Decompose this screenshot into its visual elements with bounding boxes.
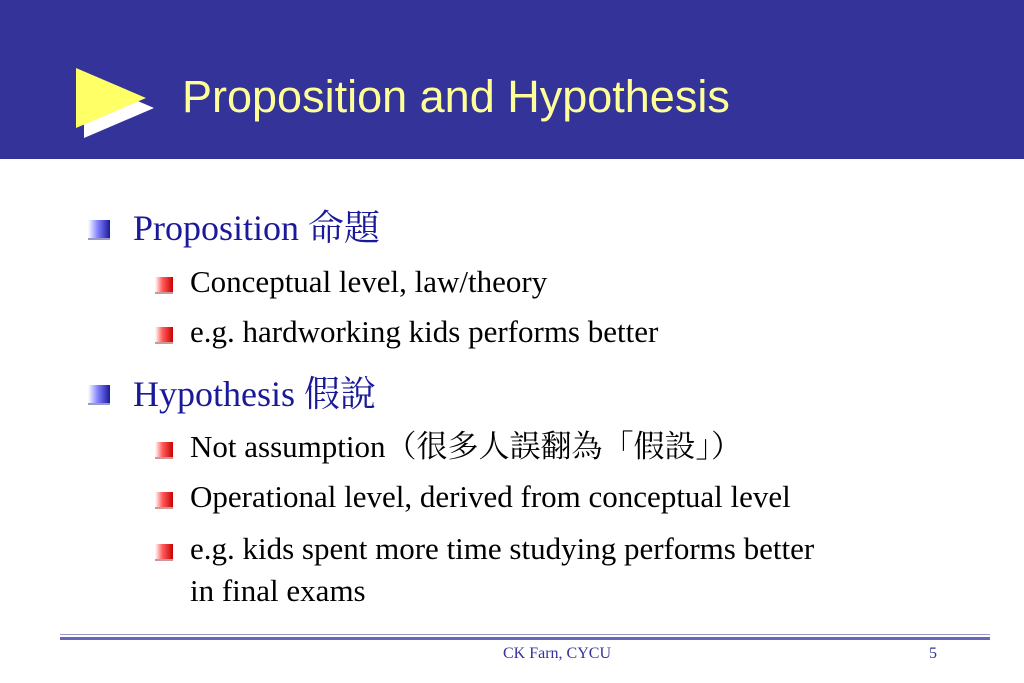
bullet-square-icon (88, 385, 110, 405)
bullet-square-icon (155, 327, 173, 344)
list-item: e.g. kids spent more time studying performs better (190, 531, 815, 566)
footer-author: CK Farn, CYCU (503, 645, 612, 662)
list-item: Conceptual level, law/theory (190, 264, 548, 299)
bullet-square-icon (88, 220, 110, 240)
slide-header (0, 0, 1024, 159)
list-item: e.g. hardworking kids performs better (190, 314, 659, 349)
footer-divider (60, 634, 990, 635)
section-heading-proposition: Proposition 命題 (133, 208, 381, 248)
bullet-square-icon (155, 277, 173, 294)
list-item: Not assumption（很多人誤翻為「假設」） (190, 429, 742, 464)
bullet-square-icon (155, 442, 173, 459)
list-item: Operational level, derived from conceptual level (190, 479, 791, 514)
slide-title: Proposition and Hypothesis (182, 71, 730, 122)
section-heading-hypothesis: Hypothesis 假說 (133, 374, 377, 414)
bullet-square-icon (155, 544, 173, 561)
list-item-continuation: in final exams (190, 573, 366, 608)
play-arrow-icon (74, 66, 158, 146)
footer-divider (60, 637, 990, 640)
bullet-square-icon (155, 492, 173, 509)
page-number: 5 (929, 645, 937, 662)
